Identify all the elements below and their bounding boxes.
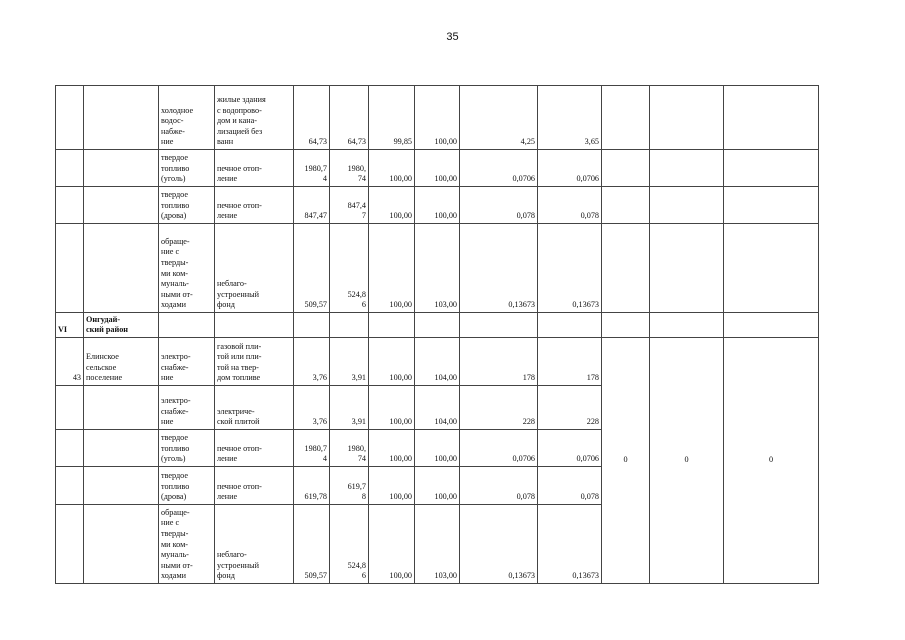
percent-cell: 100,00 [415, 150, 460, 187]
service-cell: твердое топливо (дрова) [159, 467, 215, 505]
service-cell: обраще- ние с тверды- ми ком- муналь- ными от- ходами [159, 224, 215, 313]
service-cell: обраще- ние с тверды- ми ком- муналь- ными от- ходами [159, 505, 215, 584]
extra-cell [602, 150, 650, 187]
percent-cell: 103,00 [415, 505, 460, 584]
service-cell: электро- снабже- ние [159, 338, 215, 386]
empty-cell [650, 313, 724, 338]
condition-cell: печное отоп- ление [215, 187, 294, 224]
volume-cell: 524,8 6 [330, 224, 369, 313]
percent-cell: 100,00 [415, 86, 460, 150]
percent-cell: 100,00 [369, 338, 415, 386]
percent-cell: 99,85 [369, 86, 415, 150]
volume-cell: 1980, 74 [330, 150, 369, 187]
extra-cell [650, 86, 724, 150]
percent-cell: 100,00 [415, 430, 460, 467]
percent-cell: 100,00 [369, 386, 415, 430]
service-cell: электро- снабже- ние [159, 386, 215, 430]
norm-cell: 178 [460, 338, 538, 386]
extra-cell [602, 224, 650, 313]
condition-cell: печное отоп- ление [215, 150, 294, 187]
condition-cell: печное отоп- ление [215, 467, 294, 505]
volume-cell: 1980,7 4 [294, 150, 330, 187]
table-row [56, 313, 819, 338]
volume-cell: 524,8 6 [330, 505, 369, 584]
empty-cell [724, 313, 819, 338]
empty-cell [415, 313, 460, 338]
table-row [56, 224, 819, 313]
norm-cell: 0,13673 [460, 224, 538, 313]
table-row [56, 150, 819, 187]
section-number: VI [56, 313, 84, 338]
empty-cell [460, 313, 538, 338]
volume-cell: 509,57 [294, 505, 330, 584]
settlement-cell [84, 187, 159, 224]
service-cell: холодное водос- набже- ние [159, 86, 215, 150]
service-cell: твердое топливо (дрова) [159, 187, 215, 224]
percent-cell: 100,00 [369, 505, 415, 584]
num-cell [56, 150, 84, 187]
settlement-name: Елинское сельское поселение [84, 338, 159, 386]
volume-cell: 3,91 [330, 386, 369, 430]
extra-cell [724, 224, 819, 313]
condition-cell: газовой пли- той или пли- той на твер- дом топливе [215, 338, 294, 386]
page-number: 35 [446, 31, 459, 43]
num-cell [56, 467, 84, 505]
extra-cell [724, 187, 819, 224]
percent-cell: 104,00 [415, 386, 460, 430]
num-cell [56, 224, 84, 313]
percent-cell: 103,00 [415, 224, 460, 313]
extra-cell [602, 187, 650, 224]
percent-cell: 100,00 [369, 150, 415, 187]
norm-cell: 3,65 [538, 86, 602, 150]
volume-cell: 847,47 [294, 187, 330, 224]
volume-cell: 509,57 [294, 224, 330, 313]
settlement-cell [84, 86, 159, 150]
condition-cell: жилые здания с водопрово- дом и кана- лизацией без ванн [215, 86, 294, 150]
num-cell [56, 505, 84, 584]
volume-cell: 3,76 [294, 386, 330, 430]
norm-cell: 0,078 [460, 467, 538, 505]
empty-cell [159, 313, 215, 338]
percent-cell: 100,00 [415, 467, 460, 505]
percent-cell: 100,00 [369, 224, 415, 313]
settlement-cell [84, 224, 159, 313]
norm-cell: 0,13673 [460, 505, 538, 584]
table-row [56, 86, 819, 150]
settlement-number: 43 [56, 338, 84, 386]
norm-cell: 178 [538, 338, 602, 386]
volume-cell: 64,73 [294, 86, 330, 150]
service-cell: твердое топливо (уголь) [159, 430, 215, 467]
percent-cell: 100,00 [369, 187, 415, 224]
extra-cell [650, 150, 724, 187]
section-title: Онгудай- ский район [84, 313, 159, 338]
empty-cell [538, 313, 602, 338]
norm-cell: 0,0706 [460, 430, 538, 467]
norm-cell: 0,078 [460, 187, 538, 224]
extra-cell [650, 224, 724, 313]
percent-cell: 100,00 [369, 467, 415, 505]
volume-cell: 64,73 [330, 86, 369, 150]
norm-cell: 0,078 [538, 187, 602, 224]
percent-cell: 104,00 [415, 338, 460, 386]
settlement-cell [84, 467, 159, 505]
settlement-cell [84, 430, 159, 467]
empty-cell [369, 313, 415, 338]
extra-cell [724, 86, 819, 150]
norm-cell: 0,0706 [538, 430, 602, 467]
volume-cell: 1980, 74 [330, 430, 369, 467]
empty-cell [602, 313, 650, 338]
empty-cell [215, 313, 294, 338]
merged-value-cell: 0 [724, 338, 819, 584]
num-cell [56, 187, 84, 224]
condition-cell: неблаго- устроенный фонд [215, 224, 294, 313]
extra-cell [724, 150, 819, 187]
table-row [56, 338, 819, 386]
volume-cell: 3,76 [294, 338, 330, 386]
norm-cell: 0,078 [538, 467, 602, 505]
volume-cell: 847,4 7 [330, 187, 369, 224]
norm-cell: 228 [538, 386, 602, 430]
norm-cell: 0,0706 [538, 150, 602, 187]
num-cell [56, 86, 84, 150]
volume-cell: 619,78 [294, 467, 330, 505]
merged-value-cell: 0 [650, 338, 724, 584]
extra-cell [602, 86, 650, 150]
volume-cell: 1980,7 4 [294, 430, 330, 467]
num-cell [56, 430, 84, 467]
table-row [56, 187, 819, 224]
settlement-cell [84, 505, 159, 584]
percent-cell: 100,00 [415, 187, 460, 224]
norm-cell: 228 [460, 386, 538, 430]
norm-cell: 0,13673 [538, 224, 602, 313]
condition-cell: печное отоп- ление [215, 430, 294, 467]
condition-cell: электриче- ской плитой [215, 386, 294, 430]
condition-cell: неблаго- устроенный фонд [215, 505, 294, 584]
norm-cell: 0,13673 [538, 505, 602, 584]
settlement-cell [84, 150, 159, 187]
volume-cell: 619,7 8 [330, 467, 369, 505]
norm-cell: 0,0706 [460, 150, 538, 187]
settlement-cell [84, 386, 159, 430]
percent-cell: 100,00 [369, 430, 415, 467]
volume-cell: 3,91 [330, 338, 369, 386]
empty-cell [330, 313, 369, 338]
extra-cell [650, 187, 724, 224]
empty-cell [294, 313, 330, 338]
num-cell [56, 386, 84, 430]
merged-value-cell: 0 [602, 338, 650, 584]
norm-cell: 4,25 [460, 86, 538, 150]
service-cell: твердое топливо (уголь) [159, 150, 215, 187]
tariff-table [55, 85, 819, 584]
